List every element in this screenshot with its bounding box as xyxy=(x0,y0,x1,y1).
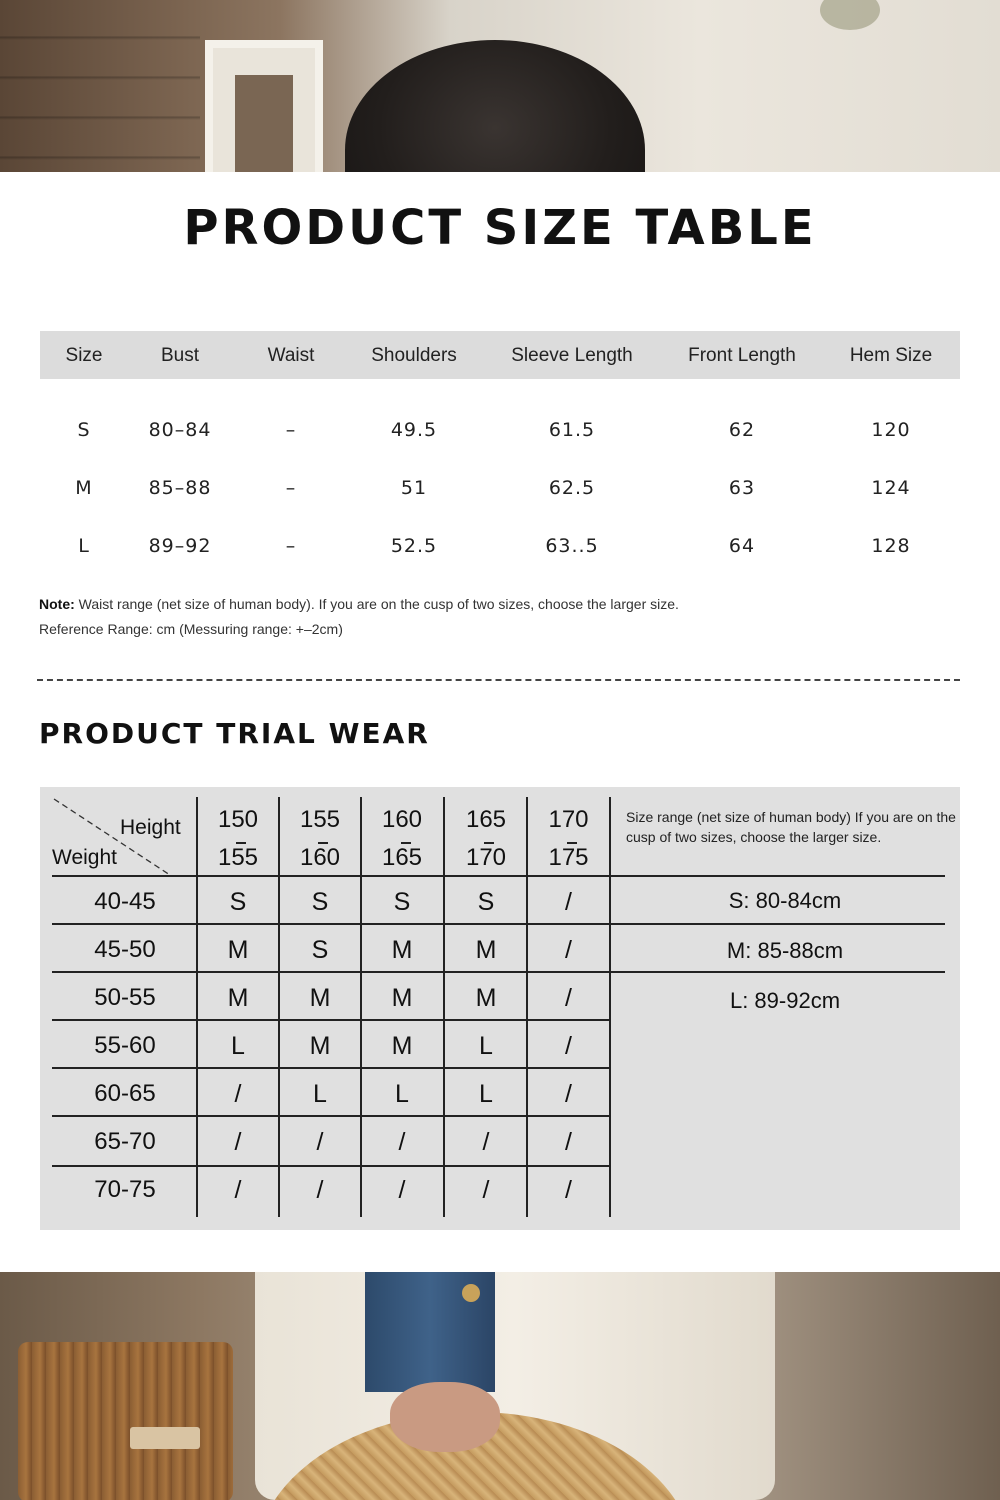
hand xyxy=(390,1382,500,1452)
note-label: Note: xyxy=(39,596,75,612)
trial-wear-table xyxy=(40,787,960,1230)
cell-front-length: 63 xyxy=(728,477,756,499)
cell-front-length: 62 xyxy=(728,419,756,441)
grid-line xyxy=(52,1067,610,1069)
header-shoulders: Shoulders xyxy=(371,345,457,366)
size-cell: / xyxy=(398,1128,406,1156)
cell-waist: – xyxy=(285,535,297,557)
size-cell: / xyxy=(316,1128,324,1156)
size-cell: M xyxy=(227,984,249,1012)
size-cell: M xyxy=(391,1032,413,1060)
height-range-bottom: 175 xyxy=(548,844,589,871)
range-mark xyxy=(567,842,577,844)
weight-label: 40-45 xyxy=(94,888,156,915)
cell-size: S xyxy=(77,419,91,441)
header-front-length: Front Length xyxy=(688,345,796,366)
range-s: S: 80-84cm xyxy=(728,888,842,913)
size-cell: / xyxy=(482,1128,490,1156)
cell-shoulders: 49.5 xyxy=(390,419,438,441)
size-cell: M xyxy=(391,936,413,964)
size-cell: S xyxy=(311,888,329,916)
cell-bust: 85–88 xyxy=(148,477,212,499)
gold-button xyxy=(462,1284,480,1302)
wicker-basket xyxy=(18,1342,233,1500)
size-cell: M xyxy=(475,984,497,1012)
size-cell: M xyxy=(309,984,331,1012)
size-cell: / xyxy=(565,1080,572,1108)
height-range-bottom: 165 xyxy=(381,844,423,871)
size-cell: / xyxy=(565,1032,572,1060)
table-row xyxy=(40,477,960,507)
size-cell: / xyxy=(482,1176,490,1204)
page-title: PRODUCT SIZE TABLE xyxy=(183,200,817,256)
weight-label: 70-75 xyxy=(94,1176,156,1203)
cell-bust: 80–84 xyxy=(148,419,212,441)
size-cell: / xyxy=(398,1176,406,1204)
header-hem-size: Hem Size xyxy=(849,345,933,366)
height-range-bottom: 170 xyxy=(465,844,507,871)
size-cell: S xyxy=(311,936,329,964)
size-cell: S xyxy=(393,888,411,916)
height-range-top: 155 xyxy=(299,806,341,833)
weight-label: 60-65 xyxy=(94,1080,156,1107)
cell-sleeve-length: 63..5 xyxy=(545,535,599,557)
table-row xyxy=(40,535,960,565)
cell-waist: – xyxy=(285,477,297,499)
header-bust: Bust xyxy=(160,345,200,366)
corner-weight-label: Weight xyxy=(52,846,117,869)
cell-shoulders: 52.5 xyxy=(390,535,438,557)
grid-line xyxy=(52,971,945,973)
top-product-photo xyxy=(0,0,1000,172)
size-cell: L xyxy=(395,1080,409,1108)
note-text: Waist range (net size of human body). If you are on the cusp of two sizes, choose the larger size. xyxy=(74,596,679,612)
size-cell: M xyxy=(475,936,497,964)
height-range-bottom: 155 xyxy=(217,844,259,871)
cell-sleeve-length: 62.5 xyxy=(548,477,596,499)
range-m: M: 85-88cm xyxy=(726,938,844,963)
size-range-note: Size range (net size of human body) If you are on the cusp of two sizes, choose the larger size. xyxy=(626,809,956,845)
size-cell: M xyxy=(227,936,249,964)
weight-label: 45-50 xyxy=(94,936,156,963)
header-waist: Waist xyxy=(267,345,315,366)
grid-line xyxy=(52,1165,610,1167)
size-cell: / xyxy=(565,936,572,964)
wood-wall xyxy=(0,0,200,172)
table-row xyxy=(40,419,960,449)
size-cell: S xyxy=(229,888,247,916)
trial-wear-title: PRODUCT TRIAL WEAR xyxy=(39,717,430,750)
cell-hem-size: 120 xyxy=(871,419,911,441)
size-cell: / xyxy=(234,1080,242,1108)
grid-line xyxy=(52,923,945,925)
size-cell: / xyxy=(234,1128,242,1156)
size-cell: / xyxy=(565,1128,572,1156)
cell-sleeve-length: 61.5 xyxy=(548,419,596,441)
cell-waist: – xyxy=(285,419,297,441)
cell-bust: 89–92 xyxy=(148,535,212,557)
range-l: L: 89-92cm xyxy=(729,988,841,1013)
weight-label: 50-55 xyxy=(94,984,156,1011)
height-range-top: 160 xyxy=(381,806,423,833)
range-mark xyxy=(484,842,494,844)
range-mark xyxy=(401,842,411,844)
size-cell: / xyxy=(234,1176,242,1204)
range-mark xyxy=(236,842,246,844)
size-cell: / xyxy=(565,1176,572,1204)
size-cell: S xyxy=(477,888,495,916)
size-note xyxy=(39,596,679,612)
grid-line xyxy=(52,1019,610,1021)
size-table-header xyxy=(40,331,960,379)
grid-line xyxy=(52,1115,610,1117)
size-cell: L xyxy=(479,1080,493,1108)
range-mark xyxy=(318,842,328,844)
cell-size: L xyxy=(78,535,90,557)
size-cell: / xyxy=(316,1176,324,1204)
cell-hem-size: 128 xyxy=(871,535,911,557)
weight-label: 55-60 xyxy=(94,1032,156,1059)
reference-range-note: Reference Range: cm (Messuring range: +–2cm) xyxy=(39,621,343,637)
header-size: Size xyxy=(65,345,103,366)
size-cell: L xyxy=(231,1032,245,1060)
bottom-product-photo xyxy=(0,1272,1000,1500)
weight-label: 65-70 xyxy=(94,1128,156,1155)
corner-height-label: Height xyxy=(120,816,181,839)
size-cell: L xyxy=(313,1080,327,1108)
size-cell: / xyxy=(565,888,572,916)
cell-hem-size: 124 xyxy=(871,477,911,499)
window-pane xyxy=(235,75,293,172)
size-cell: M xyxy=(391,984,413,1012)
size-cell: L xyxy=(479,1032,493,1060)
cell-shoulders: 51 xyxy=(400,477,428,499)
size-cell: M xyxy=(309,1032,331,1060)
leaf-shape xyxy=(820,0,880,30)
grid-line xyxy=(52,875,945,877)
header-sleeve-length: Sleeve Length xyxy=(511,345,633,366)
basket-tag xyxy=(130,1427,200,1449)
height-range-top: 170 xyxy=(548,806,589,833)
section-divider xyxy=(37,679,960,681)
height-range-bottom: 160 xyxy=(299,844,341,871)
cell-front-length: 64 xyxy=(728,535,756,557)
size-cell: / xyxy=(565,984,572,1012)
model-hair xyxy=(345,40,645,172)
cell-size: M xyxy=(75,477,93,499)
height-range-top: 165 xyxy=(465,806,507,833)
height-range-top: 150 xyxy=(217,806,259,833)
